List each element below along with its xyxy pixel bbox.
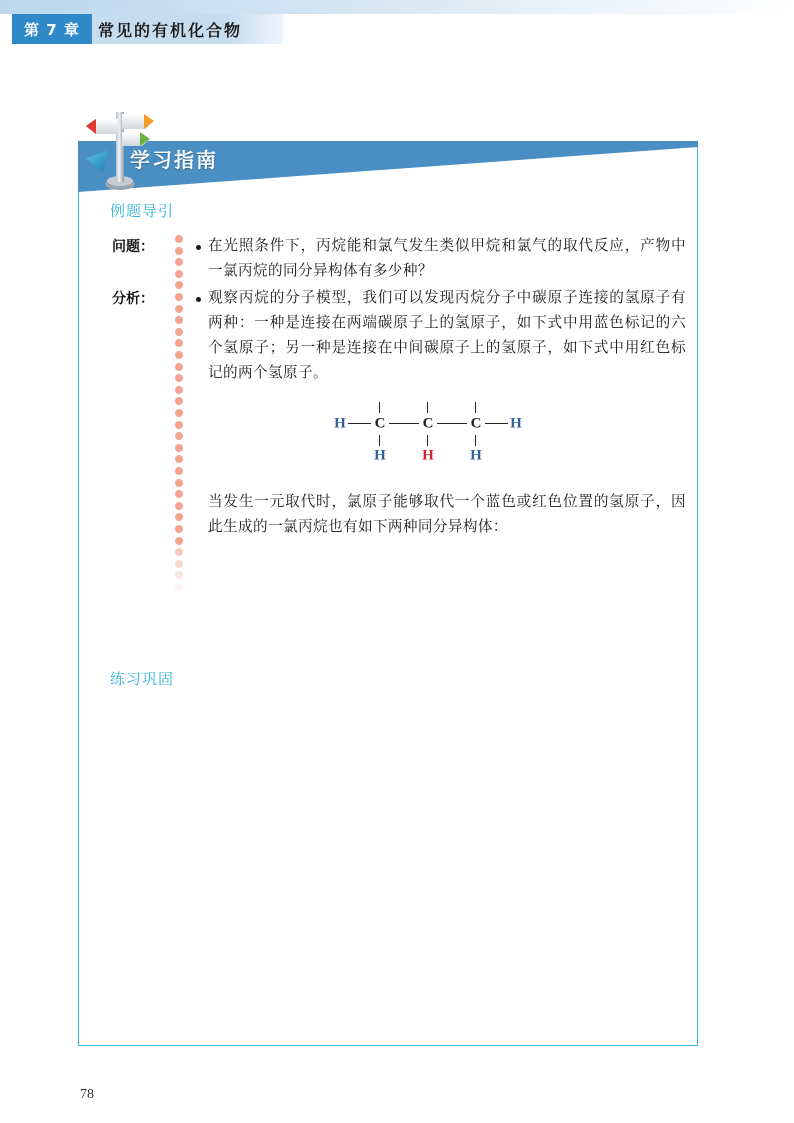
dot: [175, 409, 183, 417]
bond: [427, 402, 428, 413]
carbon-3: C: [470, 415, 482, 432]
dot: [175, 386, 183, 394]
dot: [175, 397, 183, 405]
bond: [379, 435, 380, 446]
question-label: 问题：: [112, 239, 154, 255]
running-head: [0, 14, 794, 44]
bond: [389, 423, 419, 424]
dot: [175, 502, 183, 510]
carbon-2: C: [422, 415, 434, 432]
dot: [175, 513, 183, 521]
analysis-text: 观察丙烷的分子模型，我们可以发现丙烷分子中碳原子连接的氢原子有两种：一种是连接在两端碳原子上的氢原子，如下式中用蓝色标记的六个氢原子；另一种是连接在中间碳原子上的氢原子，如下式中用红色标记的两个氢原子。: [208, 290, 686, 381]
dot: [175, 421, 183, 429]
dot: [175, 525, 183, 533]
analysis-bullet: [196, 297, 201, 302]
dot: [175, 374, 183, 382]
hydrogen-left: H: [334, 415, 346, 432]
dot: [175, 467, 183, 475]
bottom-atom-3: H: [470, 447, 482, 464]
dot: [175, 316, 183, 324]
dot: [175, 537, 183, 545]
question-text: 在光照条件下，丙烷能和氯气发生类似甲烷和氯气的取代反应，产物中一氯丙烷的同分异构体有多少种？: [208, 238, 686, 279]
banner-title: 学习指南: [130, 148, 218, 172]
dot: [175, 247, 183, 255]
header-gradient-strip: [0, 0, 794, 14]
section-heading-drill: 练习巩固: [110, 670, 175, 688]
page-number: 78: [80, 1087, 94, 1102]
dot: [175, 339, 183, 347]
analysis-label: 分析：: [112, 291, 154, 307]
decorative-dot-column: [175, 235, 185, 590]
dot: [175, 270, 183, 278]
dot: [175, 328, 183, 336]
signpost-icon: [82, 104, 158, 192]
chapter-title: 常见的有机化合物: [98, 20, 243, 40]
dot: [175, 305, 183, 313]
bond: [379, 402, 380, 413]
dot: [175, 363, 183, 371]
dot: [175, 548, 183, 556]
dot: [175, 455, 183, 463]
bottom-atom-1: H: [374, 447, 386, 464]
monosubstitution-text: 当发生一元取代时，氯原子能够取代一个蓝色或红色位置的氢原子，因此生成的一氯丙烷也有如下两种同分异构体：: [208, 494, 686, 535]
question-bullet: [196, 245, 201, 250]
dot: [175, 258, 183, 266]
dot: [175, 432, 183, 440]
dot: [175, 235, 183, 243]
dot: [175, 571, 183, 579]
section-heading-lead-in: 例题导引: [110, 202, 175, 220]
bond: [427, 435, 428, 446]
carbon-1: C: [374, 415, 386, 432]
dot: [175, 351, 183, 359]
dot: [175, 560, 183, 568]
propane-structural-formula: [320, 382, 546, 502]
bottom-atom-2: H: [422, 447, 434, 464]
bond: [437, 423, 467, 424]
dot: [175, 281, 183, 289]
bond: [475, 402, 476, 413]
bond: [348, 423, 371, 424]
dot: [175, 479, 183, 487]
dot: [175, 583, 183, 591]
chapter-badge: 第 7 章: [12, 14, 92, 44]
isomer-1-structural-formula: [268, 542, 490, 661]
dot: [175, 293, 183, 301]
bond: [475, 435, 476, 446]
bond: [485, 423, 508, 424]
dot: [175, 490, 183, 498]
hydrogen-right: H: [510, 415, 522, 432]
dot: [175, 444, 183, 452]
